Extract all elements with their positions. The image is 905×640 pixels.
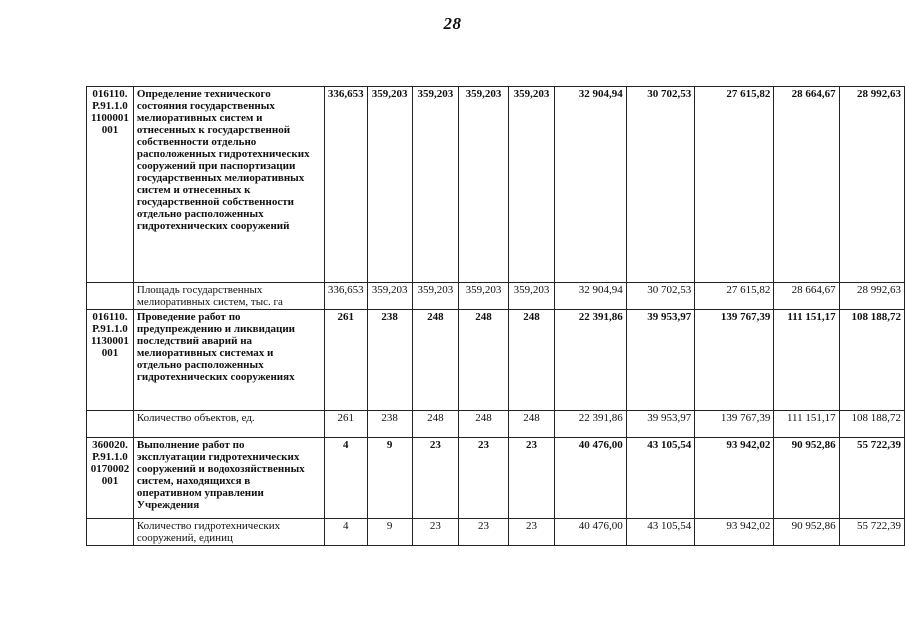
volume-value-cell: 261 xyxy=(324,310,367,411)
registry-code-cell xyxy=(87,519,134,546)
cost-value-cell: 39 953,97 xyxy=(626,310,695,411)
description-line: сооружений, единиц xyxy=(136,532,233,544)
service-row xyxy=(87,438,905,519)
cost-value-cell: 108 188,72 xyxy=(839,411,904,438)
cost-value-cell: 40 476,00 xyxy=(555,438,626,519)
cost-value-cell: 139 767,39 xyxy=(695,411,774,438)
volume-value-cell: 23 xyxy=(508,438,555,519)
volume-value-cell: 359,203 xyxy=(508,283,555,310)
volume-value-cell: 23 xyxy=(412,438,459,519)
volume-value-cell: 336,653 xyxy=(324,283,367,310)
volume-value-cell: 359,203 xyxy=(459,87,508,283)
registry-code-line: 016110. xyxy=(92,311,128,323)
page-number: 28 xyxy=(443,14,462,33)
indicator-name-cell xyxy=(133,283,324,310)
description-line: расположенных гидротехнических xyxy=(136,148,310,160)
description-line: Количество гидротехнических xyxy=(136,520,281,532)
volume-value-cell: 359,203 xyxy=(508,87,555,283)
description-line: отдельно расположенных xyxy=(136,208,264,220)
cost-value-cell: 55 722,39 xyxy=(839,519,904,546)
description-line: Учреждения xyxy=(136,499,200,511)
registry-code-line: 1130001 xyxy=(90,335,129,347)
service-name-cell xyxy=(133,438,324,519)
cost-value-cell: 22 391,86 xyxy=(555,310,626,411)
description-line: Проведение работ по xyxy=(136,311,241,323)
cost-value-cell: 27 615,82 xyxy=(695,87,774,283)
cost-value-cell: 39 953,97 xyxy=(626,411,695,438)
description-line: мелиоративных систем и xyxy=(136,112,263,124)
registry-code-line: Р.91.1.0 xyxy=(92,323,128,335)
volume-value-cell: 238 xyxy=(367,411,412,438)
registry-code-line: 360020. xyxy=(92,439,128,451)
description-line: оперативном управлении xyxy=(136,487,264,499)
volume-value-cell: 359,203 xyxy=(412,283,459,310)
cost-value-cell: 93 942,02 xyxy=(695,519,774,546)
cost-value-cell: 90 952,86 xyxy=(774,519,839,546)
budget-table xyxy=(86,86,905,546)
volume-value-cell: 336,653 xyxy=(324,87,367,283)
registry-code-line: 001 xyxy=(101,124,119,136)
cost-value-cell: 139 767,39 xyxy=(695,310,774,411)
registry-code-line: 001 xyxy=(101,347,119,359)
cost-value-cell: 108 188,72 xyxy=(839,310,904,411)
registry-code-line: Р.91.1.0 xyxy=(92,451,128,463)
description-line: собственности отдельно xyxy=(136,136,257,148)
volume-value-cell: 248 xyxy=(459,411,508,438)
volume-value-cell: 359,203 xyxy=(412,87,459,283)
description-line: гидротехнических сооружений xyxy=(136,220,290,232)
description-line: государственных мелиоративных xyxy=(136,172,305,184)
service-row xyxy=(87,310,905,411)
volume-value-cell: 4 xyxy=(324,438,367,519)
volume-value-cell: 248 xyxy=(508,411,555,438)
volume-value-cell: 248 xyxy=(412,310,459,411)
cost-value-cell: 22 391,86 xyxy=(555,411,626,438)
description-line: гидротехнических сооружениях xyxy=(136,371,295,383)
volume-value-cell: 248 xyxy=(459,310,508,411)
description-line: эксплуатации гидротехнических xyxy=(136,451,300,463)
registry-code-line: 016110. xyxy=(92,88,128,100)
volume-value-cell: 261 xyxy=(324,411,367,438)
indicator-row xyxy=(87,519,905,546)
description-line: состояния государственных xyxy=(136,100,275,112)
description-line: систем, находящихся в xyxy=(136,475,251,487)
cost-value-cell: 40 476,00 xyxy=(555,519,626,546)
registry-code-line: 0170002 xyxy=(90,463,130,475)
description-line: Определение технического xyxy=(136,88,271,100)
cost-value-cell: 43 105,54 xyxy=(626,519,695,546)
volume-value-cell: 4 xyxy=(324,519,367,546)
indicator-name-cell xyxy=(133,411,324,438)
cost-value-cell: 28 664,67 xyxy=(774,87,839,283)
description-line: сооружений при паспортизации xyxy=(136,160,296,172)
cost-value-cell: 111 151,17 xyxy=(774,411,839,438)
cost-value-cell: 32 904,94 xyxy=(555,283,626,310)
volume-value-cell: 9 xyxy=(367,519,412,546)
registry-code-cell xyxy=(87,310,134,411)
volume-value-cell: 23 xyxy=(412,519,459,546)
cost-value-cell: 32 904,94 xyxy=(555,87,626,283)
cost-value-cell: 30 702,53 xyxy=(626,87,695,283)
description-line: Количество объектов, ед. xyxy=(136,412,255,424)
indicator-row xyxy=(87,283,905,310)
cost-value-cell: 93 942,02 xyxy=(695,438,774,519)
cost-value-cell: 43 105,54 xyxy=(626,438,695,519)
volume-value-cell: 248 xyxy=(412,411,459,438)
description-line: предупреждению и ликвидации xyxy=(136,323,296,335)
registry-code-cell xyxy=(87,87,134,283)
service-name-cell xyxy=(133,87,324,283)
cost-value-cell: 55 722,39 xyxy=(839,438,904,519)
registry-code-line: 001 xyxy=(101,475,119,487)
description-line: государственной собственности xyxy=(136,196,294,208)
description-line: отнесенных к государственной xyxy=(136,124,291,136)
volume-value-cell: 9 xyxy=(367,438,412,519)
service-row xyxy=(87,87,905,283)
cost-value-cell: 27 615,82 xyxy=(695,283,774,310)
description-line: отдельно расположенных xyxy=(136,359,264,371)
registry-code-line: Р.91.1.0 xyxy=(92,100,128,112)
service-name-cell xyxy=(133,310,324,411)
volume-value-cell: 359,203 xyxy=(367,283,412,310)
volume-value-cell: 359,203 xyxy=(459,283,508,310)
cost-value-cell: 111 151,17 xyxy=(774,310,839,411)
volume-value-cell: 23 xyxy=(459,438,508,519)
indicator-name-cell xyxy=(133,519,324,546)
registry-code-cell xyxy=(87,438,134,519)
description-line: мелиоративных систем, тыс. га xyxy=(136,296,283,308)
registry-code-cell xyxy=(87,283,134,310)
description-line: систем и отнесенных к xyxy=(136,184,251,196)
indicator-row xyxy=(87,411,905,438)
description-line: Площадь государственных xyxy=(136,284,263,296)
table-body xyxy=(87,87,905,546)
cost-value-cell: 28 992,63 xyxy=(839,283,904,310)
registry-code-cell xyxy=(87,411,134,438)
volume-value-cell: 238 xyxy=(367,310,412,411)
cost-value-cell: 28 664,67 xyxy=(774,283,839,310)
description-line: последствий аварий на xyxy=(136,335,253,347)
description-line: сооружений и водохозяйственных xyxy=(136,463,305,475)
cost-value-cell: 28 992,63 xyxy=(839,87,904,283)
description-line: Выполнение работ по xyxy=(136,439,245,451)
volume-value-cell: 359,203 xyxy=(367,87,412,283)
volume-value-cell: 248 xyxy=(508,310,555,411)
volume-value-cell: 23 xyxy=(459,519,508,546)
volume-value-cell: 23 xyxy=(508,519,555,546)
cost-value-cell: 90 952,86 xyxy=(774,438,839,519)
description-line: мелиоративных системах и xyxy=(136,347,274,359)
cost-value-cell: 30 702,53 xyxy=(626,283,695,310)
registry-code-line: 1100001 xyxy=(90,112,129,124)
